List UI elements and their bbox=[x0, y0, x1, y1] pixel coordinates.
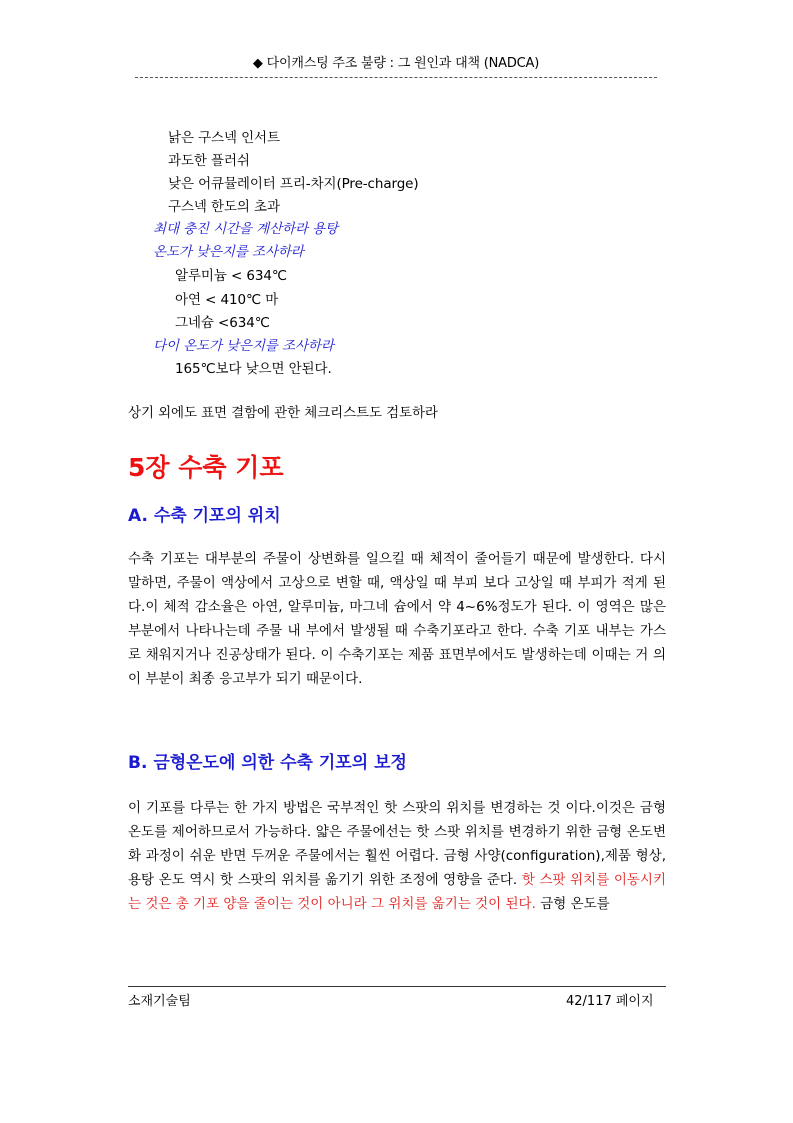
footer-divider bbox=[128, 986, 666, 987]
checklist-item: 낮은 어큐뮬레이터 프리-차지(Pre-charge) bbox=[168, 176, 419, 192]
section-b-body bbox=[128, 796, 666, 916]
chapter-title: 5장 수축 기포 bbox=[128, 453, 284, 482]
header-title: 다이캐스팅 주조 불량 : 그 원인과 대책 (NADCA) bbox=[266, 56, 540, 71]
temperature-item: 알루미늄 < 634℃ bbox=[175, 268, 287, 284]
page-header bbox=[135, 52, 657, 71]
checklist-heading: 최대 충진 시간을 계산하라 용탕 bbox=[153, 221, 338, 237]
section-b-body-start: 이 기포를 다루는 한 가지 방법은 국부적인 핫 스팟의 위치를 변경하는 것 이다.이것은 금형 온도를 제어하므로서 가능하다. 얇은 주물에선는 핫 스팟 위치를 변경하기 위한 금형 온도변화 과정이 쉬운 반면 두꺼운 주물에서는 훨씬 어렵다. 금형 사양(configuration),제품 형상, 용탕 온도 역시 핫 스팟의 위치를 옮기기 위한 조정에 영향을 준다. bbox=[128, 800, 666, 888]
section-b-title: B. 금형온도에 의한 수축 기포의 보정 bbox=[128, 753, 407, 773]
closing-note: 상기 외에도 표면 결함에 관한 체크리스트도 검토하라 bbox=[128, 405, 438, 421]
checklist-heading: 다이 온도가 낮은지를 조사하라 bbox=[153, 338, 334, 354]
die-temperature-item: 165℃보다 낮으면 안된다. bbox=[175, 361, 332, 377]
footer-page-number: 42/117 페이지 bbox=[566, 994, 654, 1009]
header-divider bbox=[135, 77, 657, 78]
temperature-item: 그네슘 <634℃ bbox=[175, 315, 270, 331]
checklist-item: 구스넥 한도의 초과 bbox=[168, 199, 280, 215]
checklist-item: 과도한 플러쉬 bbox=[168, 153, 250, 169]
section-a-body: 수축 기포는 대부분의 주물이 상변화를 일으킬 때 체적이 줄어들기 때문에 발생한다. 다시 말하면, 주물이 액상에서 고상으로 변할 때, 액상일 때 부피 보다 고상일 때 부피가 적게 된다.이 체적 감소율은 아연, 알루미늄, 마그네 슘에서 약 4~6%정도가 된다. 이 영역은 많은 부분에서 나타나는데 주물 내 부에서 발생될 때 수축기포라고 한다. 수축 기포 내부는 가스로 채워지거나 진공상태가 된다. 이 수축기포는 제품 표면부에서도 발생하는데 이때는 거 의 이 부분이 최종 응고부가 되기 때문이다. bbox=[128, 551, 666, 687]
section-b-body-end: 금형 온도를 bbox=[535, 896, 610, 912]
diamond-bullet-icon: ◆ bbox=[252, 56, 263, 71]
checklist-heading: 온도가 낮은지를 조사하라 bbox=[153, 244, 304, 260]
section-a-title: A. 수축 기포의 위치 bbox=[128, 506, 281, 526]
section-b-highlight: 핫 스팟 위치를 이동시키는 것은 총 기포 양을 줄이는 것이 아니라 그 위치를 옮기는 것이 된다. bbox=[128, 872, 666, 912]
footer-team: 소재기술팀 bbox=[128, 994, 191, 1009]
checklist-item: 낡은 구스넥 인서트 bbox=[168, 130, 280, 146]
temperature-item: 아연 < 410℃ 마 bbox=[175, 292, 279, 308]
